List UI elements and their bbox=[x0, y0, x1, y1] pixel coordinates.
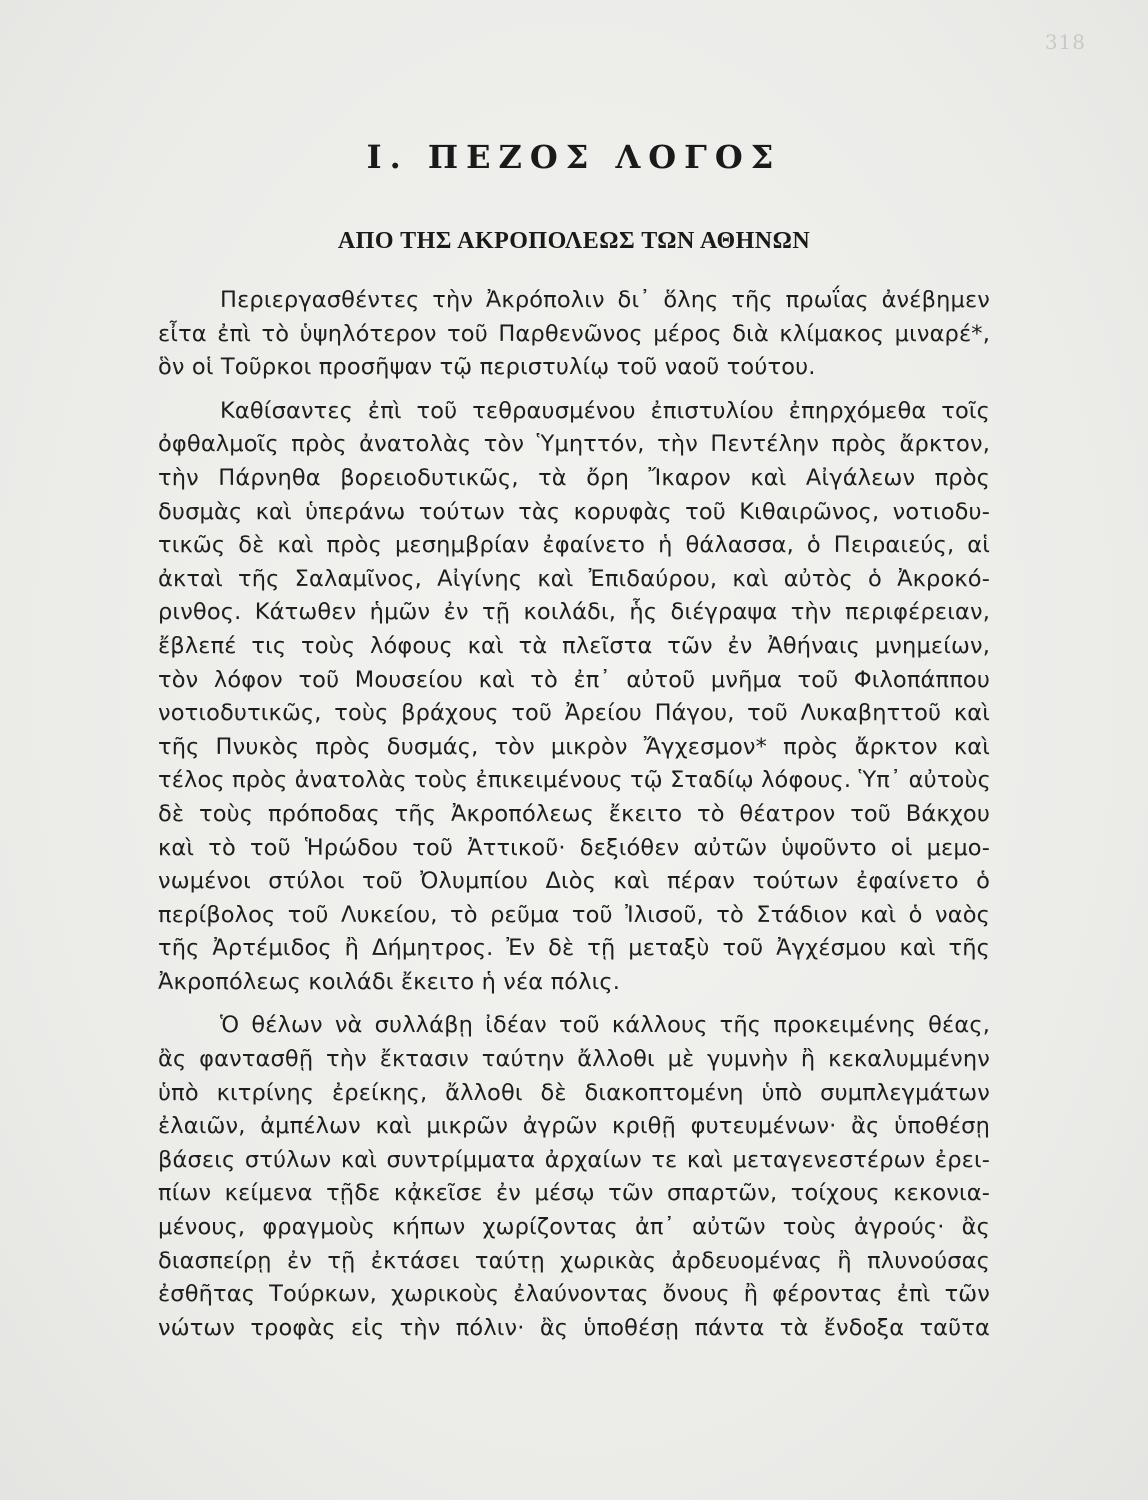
text-line: εἶτα ἐπὶ τὸ ὑψηλότερον τοῦ Παρθενῶνος μέρος διὰ κλίμακος μιναρέ*, bbox=[158, 320, 990, 347]
text-line: ἐσθῆτας Τούρκων, χωρικοὺς ἐλαύνοντας ὄνους ἢ φέροντας ἐπὶ τῶν bbox=[158, 1281, 990, 1308]
text-line: δὲ τοὺς πρόποδας τῆς Ἀκροπόλεως ἔκειτο τὸ θέατρον τοῦ Βάκχου bbox=[158, 800, 990, 827]
text-line: Ἀκροπόλεως κοιλάδι ἔκειτο ἡ νέα πόλις. bbox=[158, 968, 621, 995]
text-line: ἐλαιῶν, ἀμπέλων καὶ μικρῶν ἀγρῶν κριθῇ φυτευμένων· ἂς ὑποθέσῃ bbox=[158, 1113, 990, 1140]
chapter-title: I. ΠΕΖΟΣ ΛΟΓΟΣ bbox=[366, 138, 782, 176]
text-line: νώτων τροφὰς εἰς τὴν πόλιν· ἂς ὑποθέσῃ πάντα τὰ ἔνδοξα ταῦτα bbox=[158, 1314, 990, 1341]
page-number: 318 bbox=[1044, 30, 1086, 54]
text-line: καὶ τὸ τοῦ Ἡρώδου τοῦ Ἀττικοῦ· δεξιόθεν αὐτῶν ὑψοῦντο οἱ μεμο- bbox=[158, 834, 990, 861]
text-line: τῆς Πνυκὸς πρὸς δυσμάς, τὸν μικρὸν Ἄγχεσμον* πρὸς ἄρκτον καὶ bbox=[158, 733, 990, 760]
text-line: περίβολος τοῦ Λυκείου, τὸ ρεῦμα τοῦ Ἰλισοῦ, τὸ Στάδιον καὶ ὁ ναὸς bbox=[158, 901, 990, 928]
text-line: τὸν λόφον τοῦ Μουσείου καὶ τὸ ἐπ᾿ αὐτοῦ μνῆμα τοῦ Φιλοπάππου bbox=[158, 666, 990, 693]
body-text bbox=[158, 284, 990, 1345]
paragraph-1 bbox=[158, 284, 990, 385]
text-line: ὑπὸ κιτρίνης ἐρείκης, ἄλλοθι δὲ διακοπτομένη ὑπὸ συμπλεγμάτων bbox=[158, 1079, 990, 1106]
text-line: τὴν Πάρνηθα βορειοδυτικῶς, τὰ ὄρη Ἴκαρον καὶ Αἰγάλεων πρὸς bbox=[158, 464, 990, 491]
text-line: διασπείρῃ ἐν τῇ ἐκτάσει ταύτῃ χωρικὰς ἀρδευομένας ἢ πλυνούσας bbox=[158, 1247, 990, 1274]
text-line: ἀκταὶ τῆς Σαλαμῖνος, Αἰγίνης καὶ Ἐπιδαύρου, καὶ αὐτὸς ὁ Ἀκροκό- bbox=[158, 565, 990, 592]
text-line: τέλος πρὸς ἀνατολὰς τοὺς ἐπικειμένους τῷ Σταδίῳ λόφους. Ὑπ᾿ αὐτοὺς bbox=[158, 767, 991, 794]
text-line: ὀφθαλμοῖς πρὸς ἀνατολὰς τὸν Ὑμηττόν, τὴν Πεντέλην πρὸς ἄρκτον, bbox=[158, 431, 990, 458]
paragraph-2 bbox=[158, 395, 990, 1000]
text-line: ὃν οἱ Τοῦρκοι προσῆψαν τῷ περιστυλίῳ τοῦ ναοῦ τούτου. bbox=[158, 354, 816, 381]
text-line: ἔβλεπέ τις τοὺς λόφους καὶ τὰ πλεῖστα τῶν ἐν Ἀθήναις μνημείων, bbox=[158, 632, 990, 659]
text-line: Περιεργασθέντες τὴν Ἀκρόπολιν δι᾿ ὅλης τῆς πρωΐας ἀνέβημεν bbox=[220, 287, 990, 313]
text-line: νωμένοι στύλοι τοῦ Ὀλυμπίου Διὸς καὶ πέραν τούτων ἐφαίνετο ὁ bbox=[158, 868, 990, 895]
text-line: Καθίσαντες ἐπὶ τοῦ τεθραυσμένου ἐπιστυλίου ἐπηρχόμεθα τοῖς bbox=[220, 397, 990, 424]
text-line: ρινθος. Κάτωθεν ἡμῶν ἐν τῇ κοιλάδι, ἧς διέγραψα τὴν περιφέρειαν, bbox=[158, 599, 990, 626]
text-line: μένους, φραγμοὺς κήπων χωρίζοντας ἀπ᾿ αὐτῶν τοὺς ἀγρούς· ἂς bbox=[158, 1214, 990, 1241]
text-line: βάσεις στύλων καὶ συντρίμματα ἀρχαίων τε καὶ μεταγενεστέρων ἐρει- bbox=[158, 1146, 990, 1173]
text-line: πίων κείμενα τῇδε κᾀκεῖσε ἐν μέσῳ τῶν σπαρτῶν, τοίχους κεκονια- bbox=[158, 1180, 990, 1207]
text-line: ἂς φαντασθῇ τὴν ἔκτασιν ταύτην ἄλλοθι μὲ γυμνὴν ἢ κεκαλυμμένην bbox=[158, 1046, 990, 1073]
text-line: δυσμὰς καὶ ὑπεράνω τούτων τὰς κορυφὰς τοῦ Κιθαιρῶνος, νοτιοδυ- bbox=[158, 498, 990, 525]
text-line: Ὁ θέλων νὰ συλλάβῃ ἰδέαν τοῦ κάλλους τῆς προκειμένης θέας, bbox=[220, 1012, 990, 1039]
text-line: νοτιοδυτικῶς, τοὺς βράχους τοῦ Ἀρείου Πάγου, τοῦ Λυκαβηττοῦ καὶ bbox=[158, 700, 990, 727]
paragraph-3 bbox=[158, 1009, 990, 1345]
text-line: τικῶς δὲ καὶ πρὸς μεσημβρίαν ἐφαίνετο ἡ θάλασσα, ὁ Πειραιεύς, αἱ bbox=[158, 532, 990, 559]
section-title: ΑΠΟ ΤΗΣ ΑΚΡΟΠΟΛΕΩΣ ΤΩΝ ΑΘΗΝΩΝ bbox=[337, 228, 811, 254]
text-line: τῆς Ἀρτέμιδος ἢ Δήμητρος. Ἐν δὲ τῇ μεταξὺ τοῦ Ἀγχέσμου καὶ τῆς bbox=[158, 935, 990, 962]
